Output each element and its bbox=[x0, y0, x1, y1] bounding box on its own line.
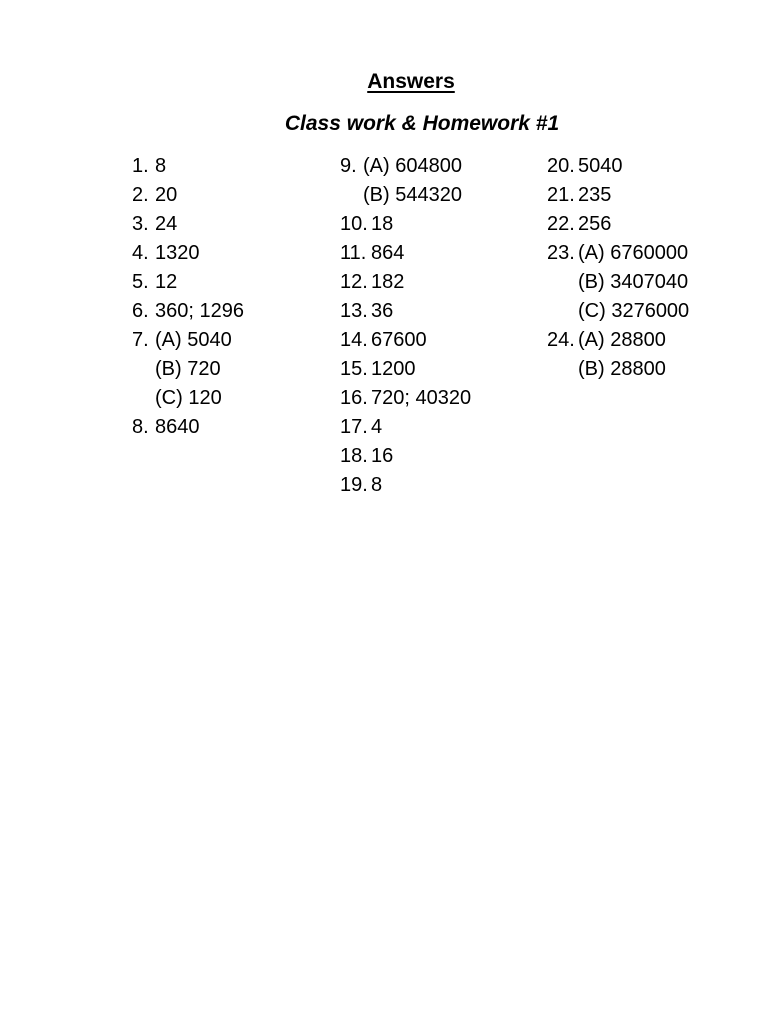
answer-line bbox=[340, 355, 471, 384]
answer-line bbox=[132, 355, 244, 384]
answer-number: 3. bbox=[132, 213, 149, 235]
answer-number: 1. bbox=[132, 155, 149, 177]
answer-text: 720; 40320 bbox=[371, 387, 472, 409]
answer-text: (B) 720 bbox=[155, 358, 221, 380]
answer-line bbox=[132, 239, 244, 268]
answer-text: (B) 28800 bbox=[578, 358, 666, 380]
answer-line bbox=[132, 384, 244, 413]
answer-text: 67600 bbox=[371, 329, 427, 351]
answer-text: 4 bbox=[371, 416, 383, 438]
answer-text: 360; 1296 bbox=[155, 300, 244, 322]
answer-line bbox=[340, 210, 471, 239]
answer-column-3 bbox=[547, 152, 689, 384]
answer-line bbox=[340, 239, 471, 268]
answer-line bbox=[547, 297, 689, 326]
answer-number: 4. bbox=[132, 242, 149, 264]
answer-text: (B) 3407040 bbox=[578, 271, 689, 293]
answer-number: 6. bbox=[132, 300, 149, 322]
answer-text: 235 bbox=[578, 184, 612, 206]
answer-number: 22. bbox=[547, 213, 575, 235]
page-title: Answers bbox=[367, 70, 455, 93]
answer-text: 864 bbox=[371, 242, 405, 264]
answer-text: 24 bbox=[155, 213, 178, 235]
answer-text: 5040 bbox=[578, 155, 623, 177]
answer-line bbox=[132, 181, 244, 210]
answer-text: (A) 6760000 bbox=[578, 242, 689, 264]
answer-text: (C) 120 bbox=[155, 387, 222, 409]
answer-line bbox=[132, 297, 244, 326]
answer-text: 1200 bbox=[371, 358, 416, 380]
answer-line bbox=[132, 413, 244, 442]
answer-column-2 bbox=[340, 152, 471, 500]
answer-line bbox=[547, 152, 689, 181]
answer-number: 2. bbox=[132, 184, 149, 206]
answer-text: 18 bbox=[371, 213, 394, 235]
answer-line bbox=[547, 326, 689, 355]
answer-number: 19. bbox=[340, 474, 368, 496]
answer-text: 182 bbox=[371, 271, 405, 293]
answer-number: 8. bbox=[132, 416, 149, 438]
answer-line bbox=[340, 413, 471, 442]
answer-text: (C) 3276000 bbox=[578, 300, 690, 322]
answer-number: 18. bbox=[340, 445, 368, 467]
answer-line bbox=[340, 297, 471, 326]
answer-number: 23. bbox=[547, 242, 575, 264]
answer-number: 12. bbox=[340, 271, 368, 293]
answer-text: 20 bbox=[155, 184, 178, 206]
answer-line bbox=[132, 268, 244, 297]
answer-text: 8 bbox=[155, 155, 167, 177]
answer-line bbox=[132, 152, 244, 181]
answer-number: 7. bbox=[132, 329, 149, 351]
answer-text: 8 bbox=[371, 474, 383, 496]
answer-line bbox=[340, 181, 471, 210]
answer-number: 9. bbox=[340, 155, 357, 177]
answer-text: 36 bbox=[371, 300, 394, 322]
answer-number: 15. bbox=[340, 358, 368, 380]
answer-line bbox=[547, 355, 689, 384]
answer-number: 21. bbox=[547, 184, 575, 206]
answer-number: 20. bbox=[547, 155, 575, 177]
answer-number: 24. bbox=[547, 329, 575, 351]
answer-text: 256 bbox=[578, 213, 612, 235]
answer-number: 11. bbox=[340, 242, 367, 264]
answer-line bbox=[340, 384, 471, 413]
page-subtitle: Class work & Homework #1 bbox=[284, 112, 560, 135]
answer-number: 16. bbox=[340, 387, 368, 409]
answer-column-1 bbox=[132, 152, 244, 442]
answer-number: 5. bbox=[132, 271, 149, 293]
answer-text: 8640 bbox=[155, 416, 200, 438]
answer-line bbox=[340, 326, 471, 355]
answer-text: (A) 5040 bbox=[155, 329, 232, 351]
answer-line bbox=[547, 268, 689, 297]
answer-line bbox=[547, 181, 689, 210]
answer-line bbox=[547, 239, 689, 268]
answer-text: 1320 bbox=[155, 242, 200, 264]
answer-text: 12 bbox=[155, 271, 178, 293]
answer-line bbox=[340, 471, 471, 500]
answer-number: 14. bbox=[340, 329, 368, 351]
answer-text: (B) 544320 bbox=[363, 184, 462, 206]
answer-line bbox=[340, 268, 471, 297]
answer-line bbox=[340, 152, 471, 181]
answer-number: 10. bbox=[340, 213, 368, 235]
answer-number: 13. bbox=[340, 300, 368, 322]
answer-number: 17. bbox=[340, 416, 368, 438]
answer-line bbox=[132, 210, 244, 239]
answer-line bbox=[132, 326, 244, 355]
answer-line bbox=[340, 442, 471, 471]
answer-line bbox=[547, 210, 689, 239]
answer-text: (A) 28800 bbox=[578, 329, 666, 351]
answer-text: 16 bbox=[371, 445, 394, 467]
answer-text: (A) 604800 bbox=[363, 155, 462, 177]
